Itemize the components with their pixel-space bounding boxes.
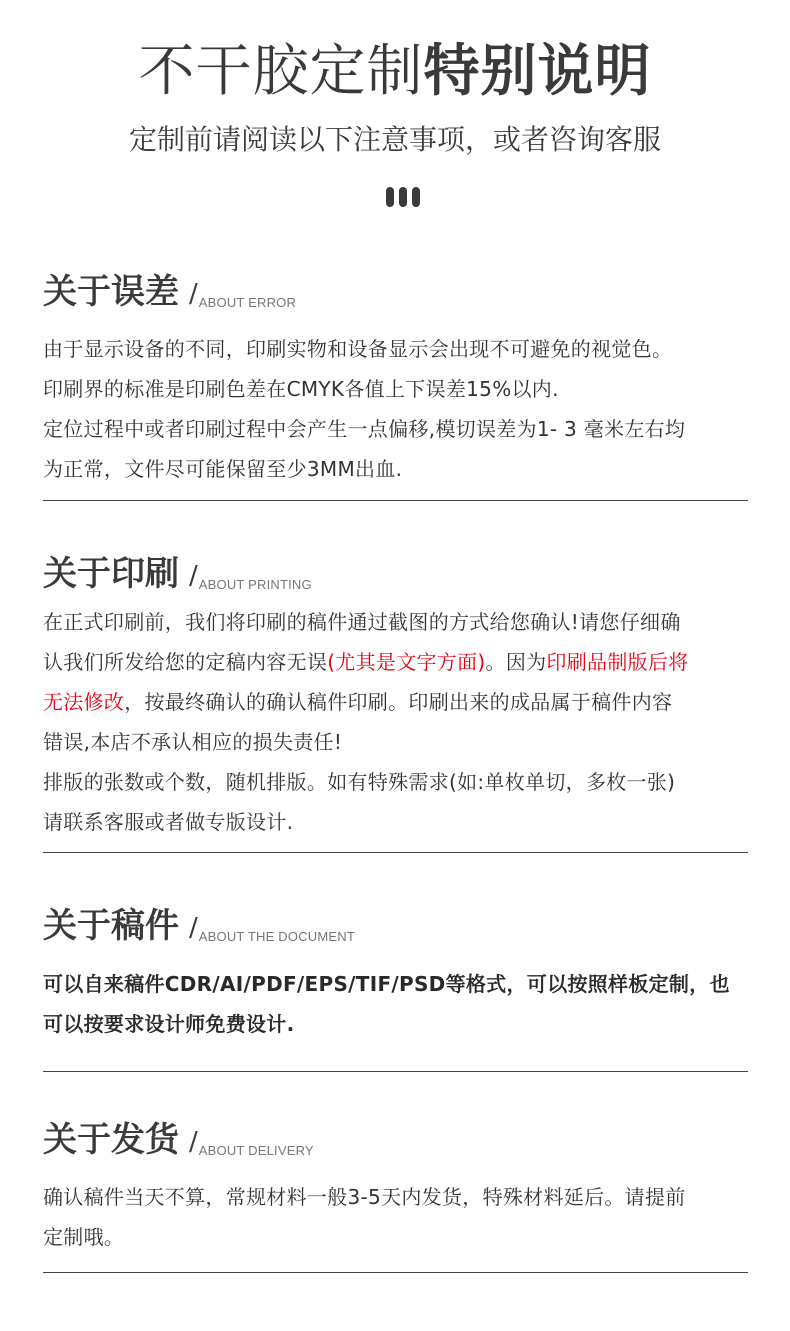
section-delivery (43, 1114, 749, 1257)
section-divider (43, 1272, 748, 1273)
section-title: 关于误差 (43, 272, 179, 312)
body-line: 可以按要求设计师免费设计. (43, 1012, 295, 1036)
section-slash: / (189, 279, 198, 309)
section-heading (43, 1114, 749, 1162)
section-subtitle-en: ABOUT DELIVERY (198, 1143, 314, 1158)
section-heading (43, 548, 749, 596)
page-title (0, 36, 790, 108)
body-text: 。因为 (485, 650, 547, 674)
body-line: 印刷界的标准是印刷色差在CMYK各值上下误差15%以内. (43, 377, 559, 401)
body-line: 在正式印刷前，我们将印刷的稿件通过截图的方式给您确认!请您仔细确 (43, 610, 681, 634)
body-line: 错误,本店不承认相应的损失责任! (43, 730, 343, 754)
section-slash: / (189, 1127, 198, 1157)
page-title-thin: 不干胶定制 (138, 39, 424, 104)
section-heading (43, 266, 749, 314)
section-title: 关于发货 (43, 1120, 179, 1160)
body-text: 认我们所发给您的定稿内容无误 (43, 650, 328, 674)
section-error (43, 266, 749, 489)
section-subtitle-en: ABOUT ERROR (198, 295, 297, 310)
section-title: 关于稿件 (43, 906, 179, 946)
body-line: 定制哦。 (43, 1225, 125, 1249)
bar-2 (399, 187, 407, 207)
section-heading (43, 900, 749, 948)
body-line: 由于显示设备的不同，印刷实物和设备显示会出现不可避免的视觉色。 (43, 337, 673, 361)
body-text: ，按最终确认的确认稿件印刷。印刷出来的成品属于稿件内容 (124, 690, 673, 714)
highlight-text: (尤其是文字方面) (327, 650, 486, 674)
section-subtitle-en: ABOUT PRINTING (198, 577, 312, 592)
body-line: 排版的张数或个数，随机排版。如有特殊需求(如:单枚单切，多枚一张) (43, 770, 676, 794)
section-body (43, 329, 749, 489)
bar-1 (386, 187, 394, 207)
section-body (43, 964, 749, 1044)
body-line (43, 642, 749, 682)
page-subtitle: 定制前请阅读以下注意事项，或者咨询客服 (128, 123, 661, 156)
decorative-bars-icon (386, 187, 420, 207)
body-line (43, 682, 749, 722)
section-title: 关于印刷 (43, 554, 179, 594)
highlight-text: 印刷品制版后将 (546, 650, 689, 674)
section-divider (43, 1071, 748, 1072)
body-line: 确认稿件当天不算，常规材料一般3-5天内发货，特殊材料延后。请提前 (43, 1185, 686, 1209)
page-title-bold: 特别说明 (423, 39, 652, 104)
section-slash: / (189, 913, 198, 943)
bar-3 (412, 187, 420, 207)
section-printing (43, 548, 749, 842)
section-divider (43, 852, 748, 853)
body-line: 请联系客服或者做专版设计. (43, 810, 294, 834)
section-subtitle-en: ABOUT THE DOCUMENT (198, 929, 356, 944)
body-line: 可以自来稿件CDR/AI/PDF/EPS/TIF/PSD等格式，可以按照样板定制，也 (43, 972, 730, 996)
body-line: 为正常，文件尽可能保留至少3MM出血. (43, 457, 403, 481)
body-line: 定位过程中或者印刷过程中会产生一点偏移,模切误差为1- 3 毫米左右均 (43, 417, 686, 441)
highlight-text: 无法修改 (43, 690, 125, 714)
section-slash: / (189, 561, 198, 591)
section-document (43, 900, 749, 1044)
section-divider (43, 500, 748, 501)
section-body (43, 602, 749, 842)
section-body (43, 1177, 749, 1257)
